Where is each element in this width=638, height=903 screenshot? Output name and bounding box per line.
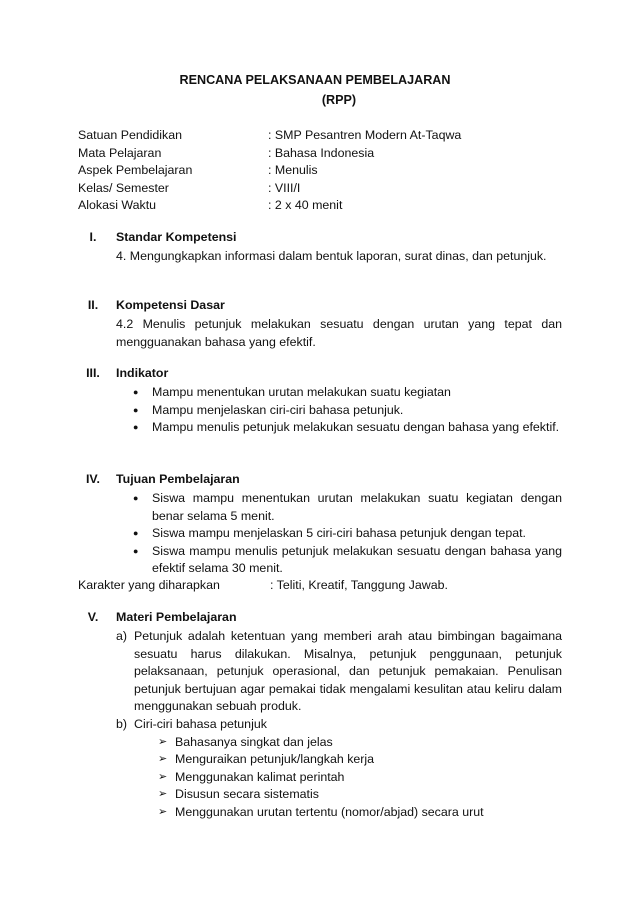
meta-row-kelas: Kelas/ Semester : VIII/I (78, 180, 301, 195)
list-item: ● Siswa mampu menulis petunjuk melakukan sesuatu dengan bahasa yang efektif selama 30 menit. (133, 543, 562, 576)
meta-row-aspek: Aspek Pembelajaran : Menulis (78, 163, 318, 178)
section-standar-kompetensi (78, 228, 562, 266)
list-item: ● Siswa mampu menjelaskan 5 ciri-ciri bahasa petunjuk dengan tepat. (78, 525, 562, 543)
section-indikator (78, 364, 562, 437)
karakter-row: Karakter yang diharapkan : Teliti, Kreatif, Tanggung Jawab. (78, 578, 448, 592)
meta-row-mapel: Mata Pelajaran : Bahasa Indonesia (78, 145, 375, 160)
list-item: ➢ Menggunakan kalimat perintah (78, 769, 562, 787)
document-title: RENCANA PELAKSANAAN PEMBELAJARAN (179, 73, 451, 87)
arrow-bullet-icon: ➢ (158, 788, 168, 801)
section-text: 4.2 Menulis petunjuk melakukan sesuatu dengan urutan yang tepat dan mengguanakan bahasa yang efektif. (116, 317, 562, 349)
list-item: ● Mampu menentukan urutan melakukan suatu kegiatan (78, 384, 562, 402)
list-item: ➢ Disusun secara sistematis (78, 786, 562, 804)
meta-row-alokasi: Alokasi Waktu : 2 x 40 menit (78, 198, 343, 213)
bullet-icon: ● (133, 528, 139, 539)
section-kompetensi-dasar (78, 296, 562, 351)
list-item: ➢ Menguraikan petunjuk/langkah kerja (78, 751, 562, 769)
arrow-bullet-icon: ➢ (158, 805, 168, 818)
section-heading: I. Standar Kompetensi (89, 230, 237, 244)
list-item: b) Ciri-ciri bahasa petunjuk (116, 716, 267, 731)
bullet-icon: ● (133, 422, 139, 433)
section-heading: IV. Tujuan Pembelajaran (85, 472, 240, 486)
indikator-list (78, 384, 562, 437)
bullet-icon: ● (133, 545, 139, 556)
bullet-icon: ● (133, 387, 139, 397)
identity-table (78, 127, 578, 215)
list-item: ➢ Menggunakan urutan tertentu (nomor/abjad) secara urut (78, 804, 562, 822)
list-item: ● Siswa mampu menentukan urutan melakukan suatu kegiatan dengan benar selama 5 menit. (133, 491, 562, 523)
arrow-bullet-icon: ➢ (158, 770, 168, 783)
bullet-icon: ● (133, 404, 139, 415)
list-item: ● Mampu menjelaskan ciri-ciri bahasa petunjuk. (78, 402, 562, 420)
arrow-bullet-icon: ➢ (158, 735, 168, 748)
arrow-bullet-icon: ➢ (158, 753, 168, 766)
list-item: ➢ Bahasanya singkat dan jelas (78, 734, 562, 752)
section-materi-pembelajaran (78, 608, 562, 822)
document-subtitle: (RPP) (321, 93, 357, 107)
section-heading: II. Kompetensi Dasar (87, 298, 225, 312)
list-item: a) Petunjuk adalah ketentuan yang memberi arah atau bimbingan bagaimana sesuatu harus dilakukan. Misalnya, petunjuk penggunaan, petunjuk pelaksanaan, petunjuk operasional, dan petunjuk pemakaian. Penulisan petunjuk bertujuan agar pemakai tidak mengalami kesulitan atau keliru dalam menggunakan sebuah produk. (116, 629, 562, 714)
bullet-icon: ● (133, 493, 139, 503)
section-heading: V. Materi Pembelajaran (87, 610, 237, 624)
section-text: 4. Mengungkapkan informasi dalam bentuk laporan, surat dinas, dan petunjuk. (116, 249, 547, 263)
ciri-list (78, 734, 562, 822)
materi-list (78, 628, 562, 734)
section-heading: III. Indikator (86, 366, 169, 380)
tujuan-list (78, 490, 562, 578)
section-tujuan-pembelajaran (78, 470, 562, 578)
meta-row-satuan: Satuan Pendidikan : SMP Pesantren Modern At-Taqwa (78, 128, 462, 142)
list-item: ● Mampu menulis petunjuk melakukan sesuatu dengan bahasa yang efektif. (78, 419, 562, 437)
